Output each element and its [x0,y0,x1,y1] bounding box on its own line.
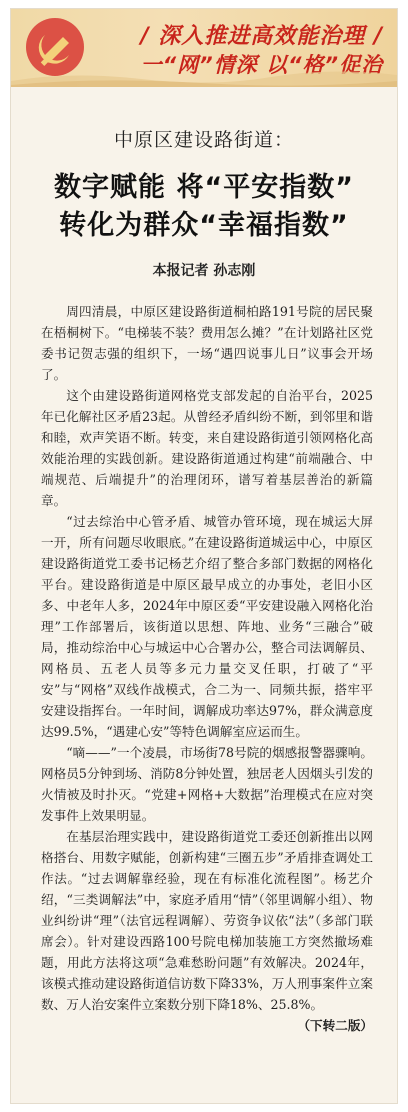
article-paragraph-3: “过去综治中心管矛盾、城管办管环境，现在城运大屏一开，所有问题尽收眼底。”在建设路街道城运中心，中原区建设路街道党工委书记杨艺介绍了整合多部门数据的网格化平台。建设路街道是中原区最早成立的办事处，老旧小区多、中老年人多，2024年中原区委“平安建设融入网格化治理”工作部署后，该街道以思想、阵地、业务“三融合”破局，推动综治中心与城运中心合署办公，整合司法调解员、网格员、五老人员等多元力量交叉任职，打破了“平安”与“网格”双线作战模式，合二为一、同频共振，搭牢平安建设指挥台。一年时间，调解成功率达97%，群众满意度达99.5%，“遇建心安”等特色调解室应运而生。 [41,514,373,739]
banner-subtitle: 一“网”情深 以“格”促治 [140,53,383,77]
article-body [41,301,373,1036]
continued-on-page-2: （下转二版） [297,1018,373,1033]
article-paragraph-1: 周四清晨，中原区建设路街道桐柏路191号院的居民聚在梧桐树下。“电梯装不装？费用怎么摊？”在计划路社区党委书记贺志强的组织下，一场“遇四说事儿日”议事会开场了。 [41,304,373,382]
article-headline [11,169,397,245]
article-byline: 本报记者 孙志刚 [152,263,256,279]
article-paragraph-2: 这个由建设路街道网格党支部发起的自治平台，2025年已化解社区矛盾23起。从曾经矛盾纠纷不断，到邻里和谐和睦，欢声笑语不断。转变，来自建设路街道引领网格化高效能治理的实践创新。建设路街道通过构建“前端融合、中端规范、后端提升”的治理闭环，谱写着基层善治的新篇章。 [41,388,373,508]
article-paragraph-5 [41,826,373,1033]
article-kicker: 中原区建设路街道： [113,129,294,151]
banner-wave-decoration [11,69,397,87]
newspaper-page [10,8,398,1104]
banner-title: / 深入推进高效能治理 / [140,24,383,49]
headline-line-1: 数字赋能 将“平安指数” [54,172,354,203]
article-paragraph-4: “嘀——”一个凌晨，市场街78号院的烟感报警器骤响。网格员5分钟到场、消防8分钟处置，独居老人因烟头引发的火情被及时扑灭。“党建+网格+大数据”治理模式在应对突发事件上效果明显。 [41,745,373,823]
headline-line-2: 转化为群众“幸福指数” [59,210,349,241]
column-banner [11,9,397,87]
paragraph-5-text: 在基层治理实践中，建设路街道党工委还创新推出以网格搭台、用数字赋能，创新构建“三圈五步”矛盾排查调处工作法。“过去调解靠经验，现在有标准化流程图”。杨艺介绍，“三类调解法”中，家庭矛盾用“情”（邻里调解小组）、物业纠纷讲“理”（法官远程调解）、劳资争议依“法”（多部门联席会）。针对建设西路100号院电梯加装施工方突然撤场难题，用此方法将这项“急难愁盼问题”有效解决。2024年，该模式推动建设路街道信访数下降33%，万人刑事案件立案数、万人治安案件立案数分别下降18%、25.8%。 [41,829,373,1012]
